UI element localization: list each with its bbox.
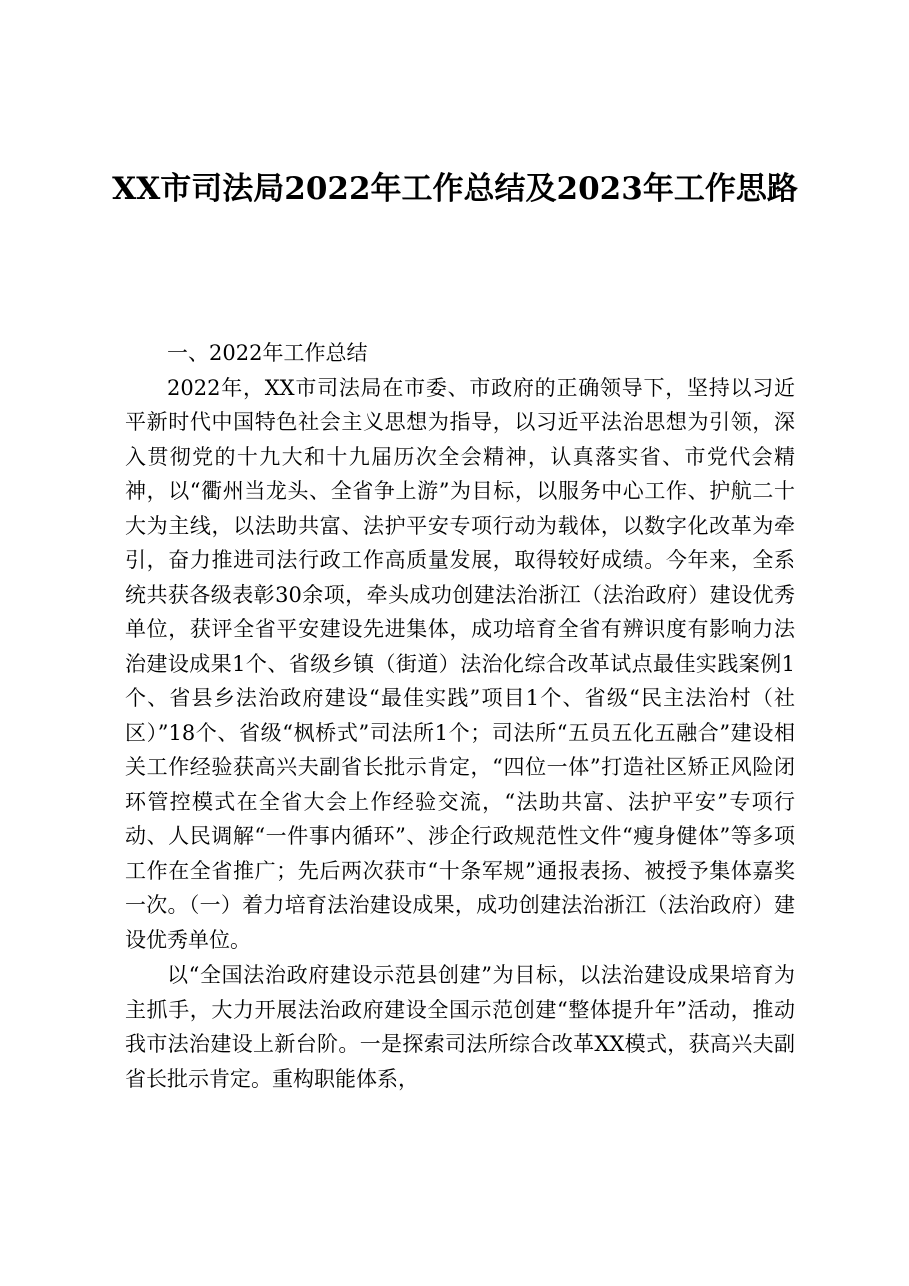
document-body — [125, 336, 795, 1096]
section-heading: 一、2022年工作总结 — [167, 341, 368, 365]
body-paragraph: 以“全国法治政府建设示范县创建”为目标，以法治建设成果培育为主抓手，大力开展法治政府建设全国示范创建“整体提升年”活动，推动我市法治建设上新台阶。一是探索司法所综合改革XX模式，获高兴夫副省长批示肯定。重构职能体系， — [125, 963, 795, 1091]
document-title: XX市司法局2022年工作总结及2023年工作思路 — [112, 171, 798, 207]
body-paragraph: 2022年，XX市司法局在市委、市政府的正确领导下，坚持以习近平新时代中国特色社会主义思想为指导，以习近平法治思想为引领，深入贯彻党的十九大和十九届历次全会精神，认真落实省、市党代会精神，以“衢州当龙头、全省争上游”为目标，以服务中心工作、护航二十大为主线，以法助共富、法护平安专项行动为载体，以数字化改革为牵引，奋力推进司法行政工作高质量发展，取得较好成绩。今年来，全系统共获各级表彰30余项，牵头成功创建法治浙江（法治政府）建设优秀单位，获评全省平安建设先进集体，成功培育全省有辨识度有影响力法治建设成果1个、省级乡镇（街道）法治化综合改革试点最佳实践案例1个、省县乡法治政府建设“最佳实践”项目1个、省级“民主法治村（社区）”18个、省级“枫桥式”司法所1个；司法所“五员五化五融合”建设相关工作经验获高兴夫副省长批示肯定，“四位一体”打造社区矫正风险闭环管控模式在全省大会上作经验交流，“法助共富、法护平安”专项行动、人民调解“一件事内循环”、涉企行政规范性文件“瘦身健体”等多项工作在全省推广；先后两次获市“十条军规”通报表扬、被授予集体嘉奖一次。（一）着力培育法治建设成果，成功创建法治浙江（法治政府）建设优秀单位。 — [125, 375, 795, 952]
